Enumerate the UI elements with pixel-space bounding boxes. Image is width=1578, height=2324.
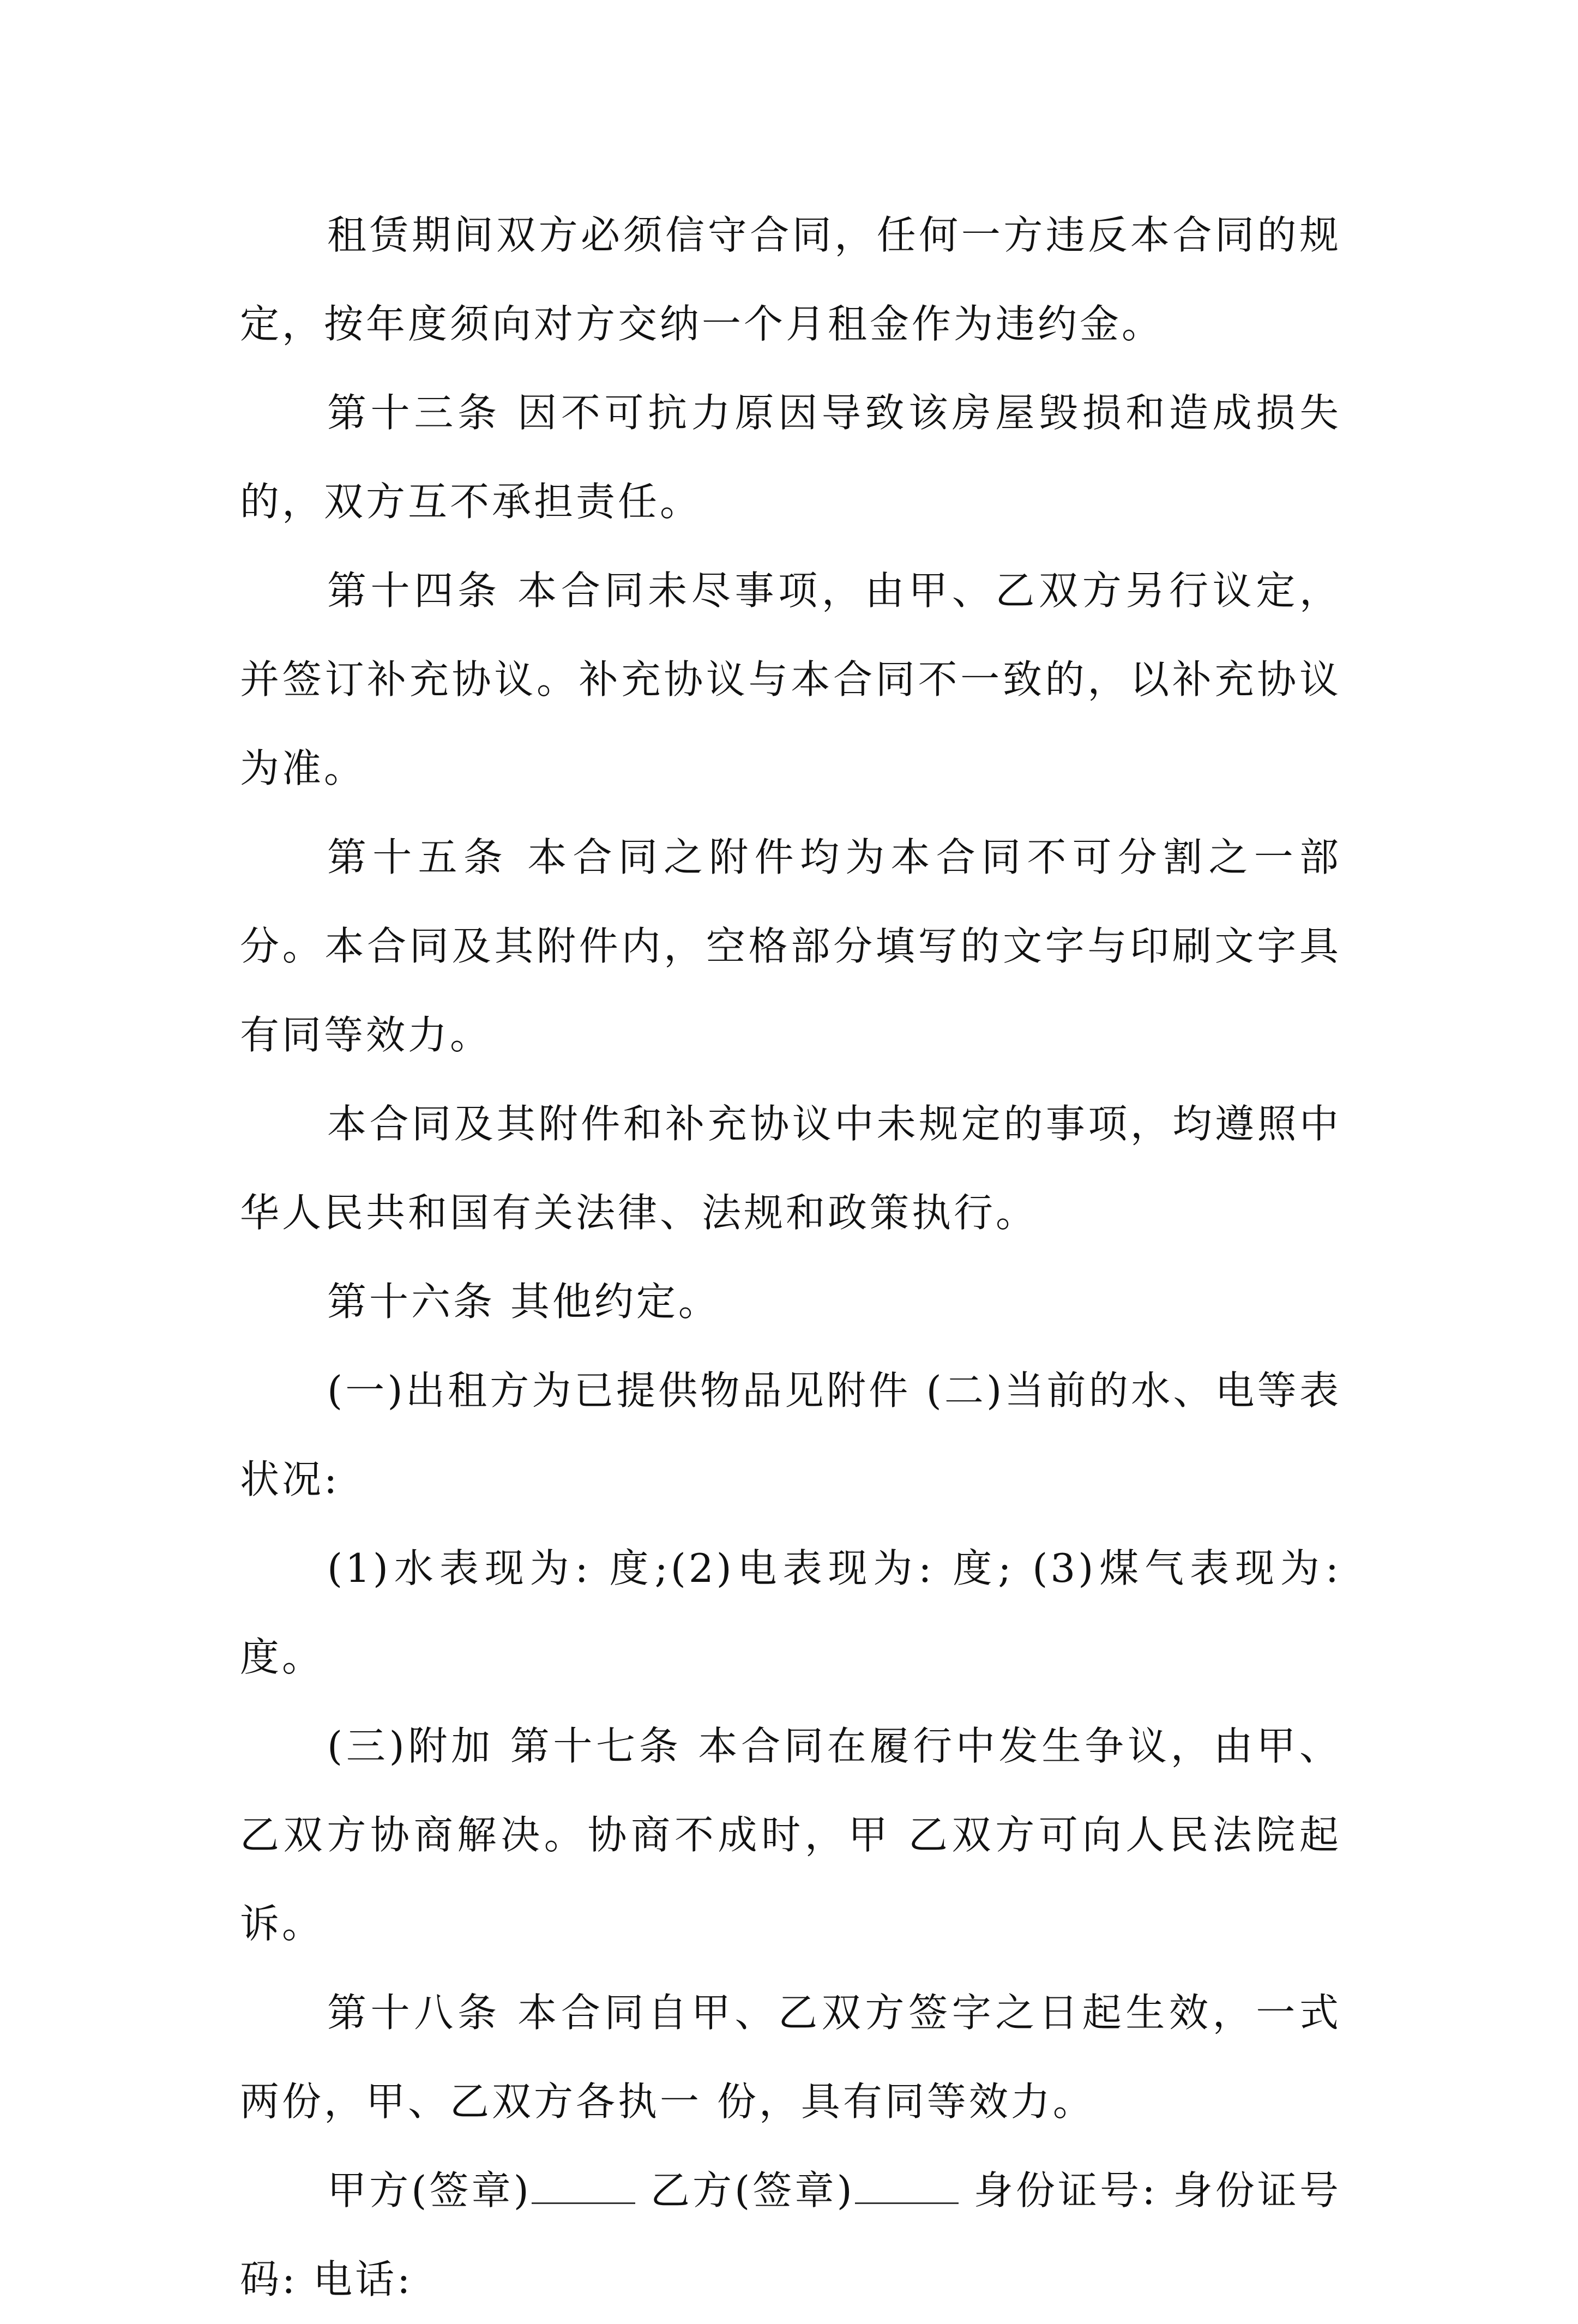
signature-block	[240, 2146, 1341, 2324]
paragraph-provided-items: (一)出租方为已提供物品见附件 (二)当前的水、电等表状况:	[240, 1368, 1341, 1502]
paragraph-article-15: 第十五条 本合同之附件均为本合同不可分割之一部分。本合同及其附件内，空格部分填写的文字与印刷文字具有同等效力。	[240, 834, 1341, 1058]
document-page	[240, 191, 1341, 2324]
paragraph-article-16: 第十六条 其他约定。	[327, 1279, 720, 1324]
party-a-signature-blank	[532, 2170, 635, 2204]
party-b-signature-blank	[855, 2170, 959, 2204]
paragraph-article-14: 第十四条 本合同未尽事项，由甲、乙双方另行议定，并签订补充协议。补充协议与本合同不一致的，以补充协议为准。	[240, 568, 1341, 791]
paragraph-breach-penalty: 租赁期间双方必须信守合同，任何一方违反本合同的规定，按年度须向对方交纳一个月租金作为违约金。	[240, 212, 1341, 347]
party-b-signature-label: 乙方(签章)	[650, 2168, 855, 2213]
id-and-phone-fields: 身份证号: 身份证号码: 电话:	[240, 2168, 1342, 2302]
paragraph-article-17: (三)附加 第十七条 本合同在履行中发生争议，由甲、乙双方协商解决。协商不成时，甲 乙双方可向人民法院起诉。	[240, 1723, 1341, 1947]
party-a-signature-label: 甲方(签章)	[327, 2168, 532, 2213]
paragraph-applicable-law: 本合同及其附件和补充协议中未规定的事项，均遵照中华人民共和国有关法律、法规和政策执行。	[240, 1101, 1341, 1236]
paragraph-article-13: 第十三条 因不可抗力原因导致该房屋毁损和造成损失的，双方互不承担责任。	[240, 390, 1341, 525]
paragraph-article-18: 第十八条 本合同自甲、乙双方签字之日起生效，一式两份，甲、乙双方各执一 份，具有同等效力。	[240, 1990, 1341, 2124]
paragraph-meter-readings: (1)水表现为: 度;(2)电表现为: 度; (3)煤气表现为: 度。	[240, 1545, 1341, 1680]
